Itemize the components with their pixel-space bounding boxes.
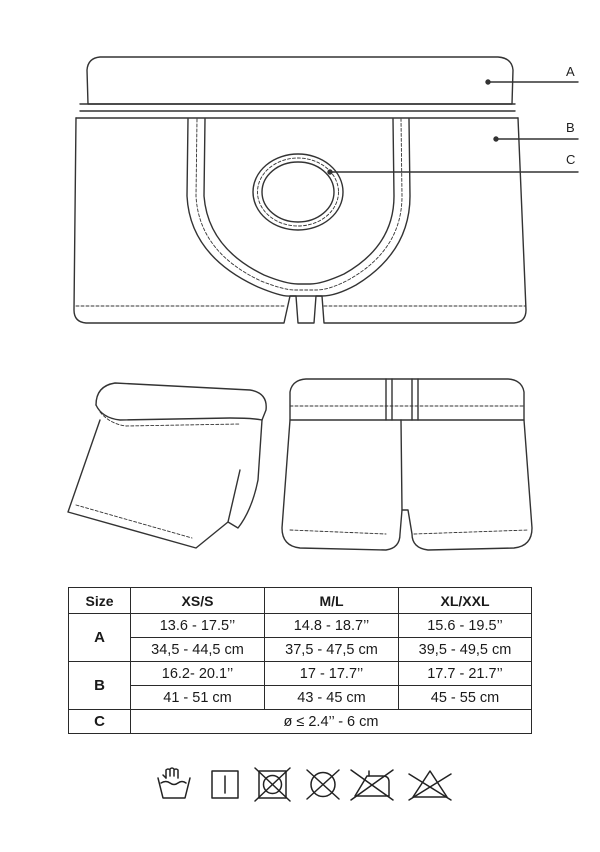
table-cell: 37,5 - 47,5 cm: [265, 638, 399, 662]
header-size: Size: [69, 588, 131, 614]
table-cell: 45 - 55 cm: [399, 686, 532, 710]
size-chart-table: [68, 587, 532, 734]
do-not-tumble-dry-icon: [255, 768, 290, 801]
table-header-row: [69, 588, 532, 614]
back-view-drawing: [282, 379, 532, 550]
header-xl-xxl: XL/XXL: [399, 588, 532, 614]
table-cell: 39,5 - 49,5 cm: [399, 638, 532, 662]
do-not-bleach-icon: [409, 771, 451, 800]
table-cell: 41 - 51 cm: [131, 686, 265, 710]
table-row-a-cm: [69, 638, 532, 662]
table-cell: 14.8 - 18.7’’: [265, 614, 399, 638]
hand-wash-icon: [158, 768, 190, 798]
table-row-b-inches: [69, 662, 532, 686]
table-cell: 16.2- 20.1’’: [131, 662, 265, 686]
table-cell-c-value: ø ≤ 2.4’’ - 6 cm: [131, 710, 532, 734]
do-not-dry-clean-icon: [307, 770, 339, 799]
row-label-a: A: [69, 614, 131, 662]
table-cell: 17 - 17.7’’: [265, 662, 399, 686]
header-m-l: M/L: [265, 588, 399, 614]
line-dry-icon: [212, 771, 238, 798]
table-cell: 13.6 - 17.5’’: [131, 614, 265, 638]
front-view-drawing: [74, 57, 526, 323]
care-instructions: [155, 766, 455, 802]
table-row-c: [69, 710, 532, 734]
table-cell: 43 - 45 cm: [265, 686, 399, 710]
table-row-a-inches: [69, 614, 532, 638]
table-cell: 15.6 - 19.5’’: [399, 614, 532, 638]
table-cell: 34,5 - 44,5 cm: [131, 638, 265, 662]
callout-label-b: B: [566, 120, 575, 135]
side-view-drawing: [68, 383, 266, 548]
do-not-iron-icon: [351, 770, 393, 800]
row-label-c: C: [69, 710, 131, 734]
table-row-b-cm: [69, 686, 532, 710]
row-label-b: B: [69, 662, 131, 710]
table-cell: 17.7 - 21.7’’: [399, 662, 532, 686]
header-xs-s: XS/S: [131, 588, 265, 614]
callout-label-a: A: [566, 64, 575, 79]
callout-lines: [328, 80, 578, 174]
callout-label-c: C: [566, 152, 576, 167]
